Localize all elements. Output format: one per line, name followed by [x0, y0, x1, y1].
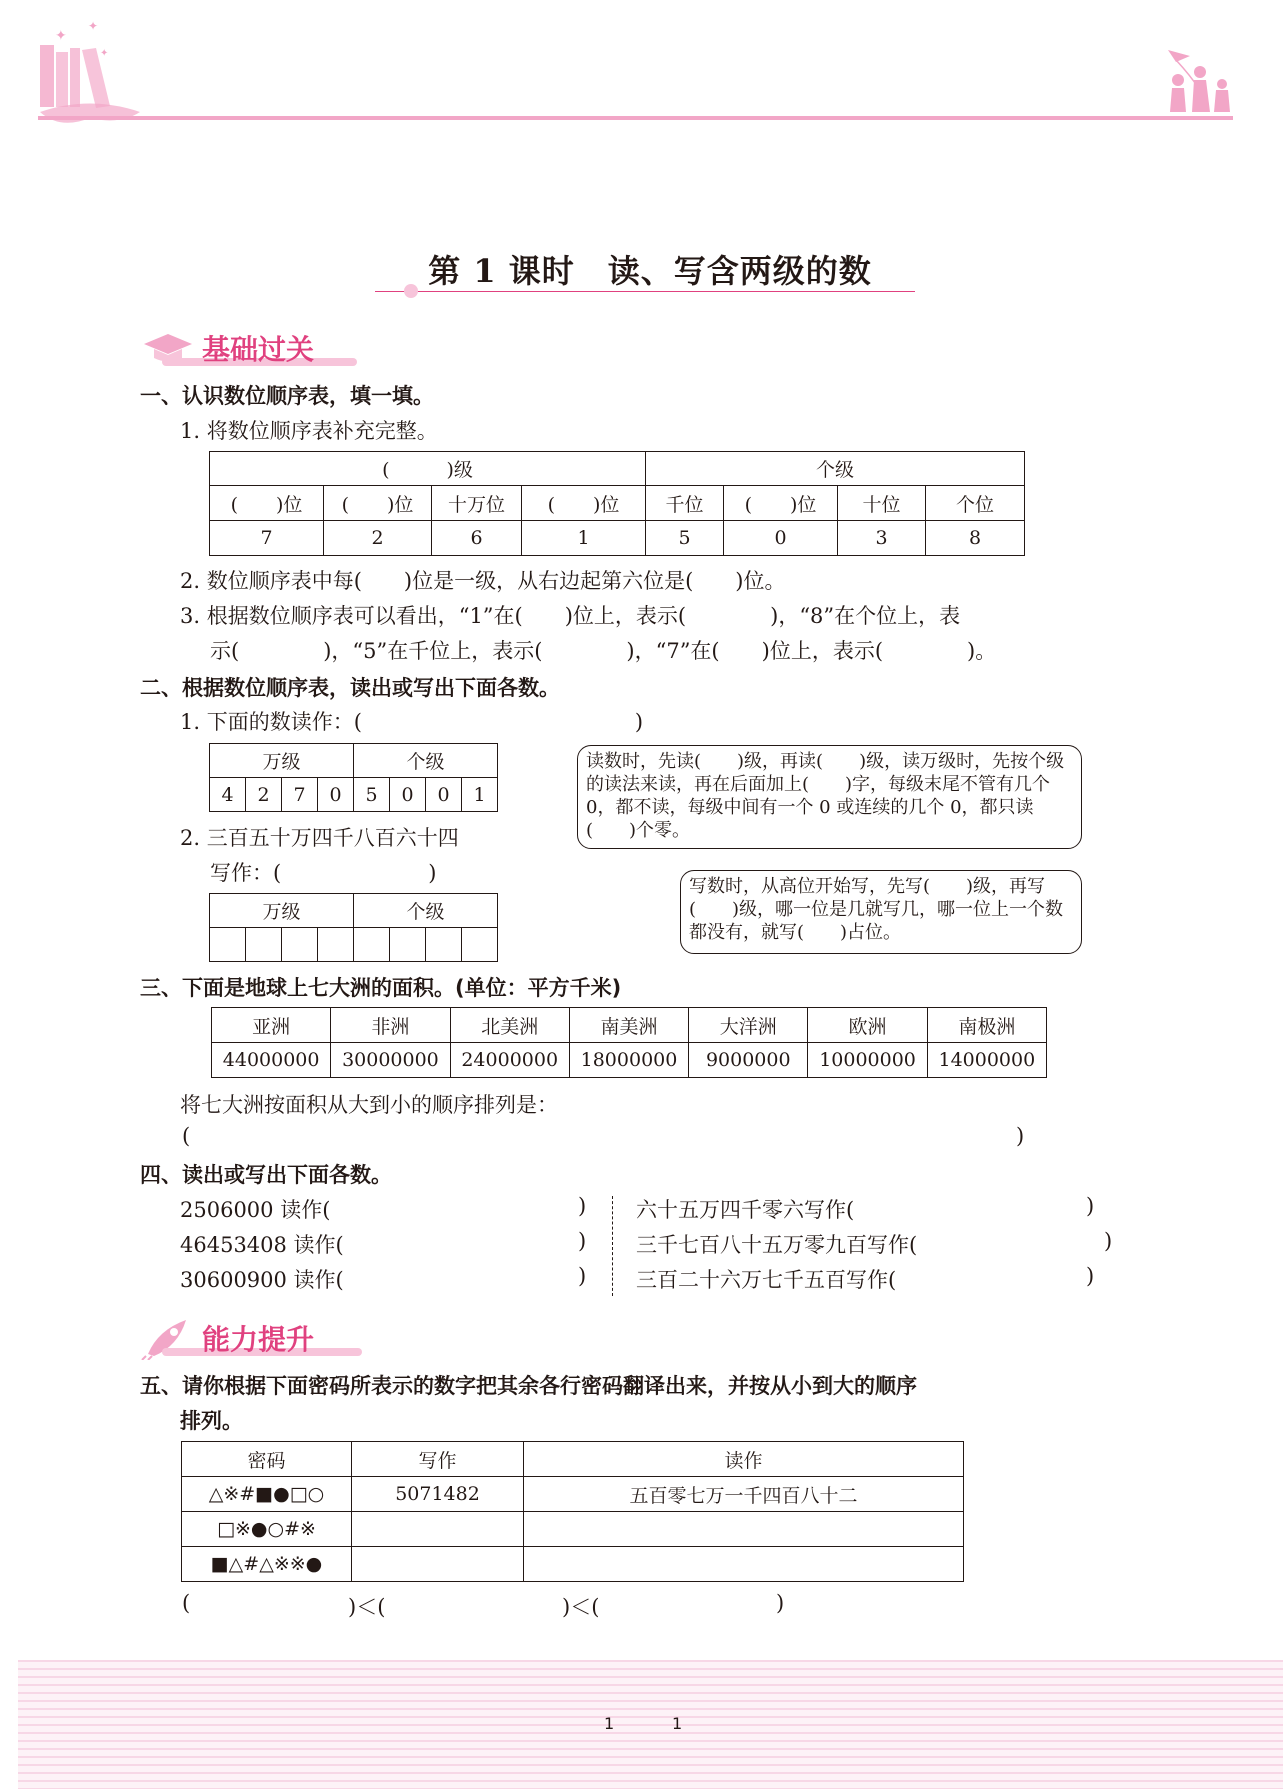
svg-text:✦: ✦ [88, 19, 99, 33]
continent-cell: 南极洲 [927, 1008, 1046, 1043]
blank-digit-cell[interactable] [462, 928, 498, 962]
q4-left-close: ) [578, 1194, 587, 1218]
lesson-title: 第 1 课时 读、写含两级的数 [428, 252, 872, 290]
place-value-table [209, 451, 1025, 556]
header-cell: 写作 [352, 1442, 524, 1477]
wan-header: 万级 [210, 894, 354, 928]
digit-cell: 0 [426, 778, 462, 812]
q4-right-close: ) [1104, 1229, 1113, 1253]
digit-cell: 6 [432, 521, 522, 556]
write-cell[interactable] [352, 1547, 524, 1582]
digit-cell: 0 [390, 778, 426, 812]
digit-cell: 8 [926, 521, 1025, 556]
page-number-left: 1 [604, 1714, 615, 1733]
q4-right-close: ) [1086, 1194, 1095, 1218]
q1-title: 一、认识数位顺序表，填一填。 [140, 384, 434, 408]
area-cell: 9000000 [689, 1043, 808, 1078]
digit-cell: 7 [210, 521, 324, 556]
q4-divider [612, 1196, 613, 1296]
digit-cell: 0 [318, 778, 354, 812]
place-cell: ( )位 [324, 486, 432, 521]
reading-table [209, 743, 498, 812]
q4-title: 四、读出或写出下面各数。 [140, 1163, 392, 1187]
order-paren: )＜( [562, 1595, 600, 1619]
q4-left-item: 30600900 读作( [180, 1268, 344, 1292]
continent-cell: 非洲 [331, 1008, 450, 1043]
q4-left-close: ) [578, 1229, 587, 1253]
title-bullet [404, 284, 418, 298]
area-cell: 44000000 [212, 1043, 331, 1078]
q4-right-item: 三百二十六万七千五百写作( [636, 1268, 897, 1292]
section-ability-banner [140, 1316, 370, 1360]
ge-header: 个级 [354, 744, 498, 778]
digit-cell: 5 [646, 521, 724, 556]
continent-area-table [211, 1007, 1047, 1078]
read-cell[interactable] [524, 1547, 964, 1582]
digit-cell: 4 [210, 778, 246, 812]
group-ge-header: 个级 [646, 452, 1025, 486]
q5-title-line1: 五、请你根据下面密码所表示的数字把其余各行密码翻译出来，并按从小到大的顺序 [140, 1374, 917, 1398]
q1-sub3-line2: 示( )，“5”在千位上，表示( )，“7”在( )位上，表示( )。 [210, 639, 997, 663]
place-cell: ( )位 [210, 486, 324, 521]
writing-rule-note: 写数时，从高位开始写，先写( )级，再写( )级，哪一位是几就写几，哪一位上一个数都没有，就写( )占位。 [680, 870, 1082, 954]
read-cell[interactable] [524, 1512, 964, 1547]
wan-header: 万级 [210, 744, 354, 778]
continent-cell: 大洋洲 [689, 1008, 808, 1043]
digit-cell: 1 [522, 521, 646, 556]
place-cell: 十位 [838, 486, 926, 521]
area-cell: 10000000 [808, 1043, 927, 1078]
q3-title: 三、下面是地球上七大洲的面积。(单位：平方千米) [140, 976, 622, 1000]
q2-sub2-line1: 2. 三百五十万四千八百六十四 [180, 826, 459, 850]
title-underline [375, 291, 915, 292]
blank-digit-cell[interactable] [390, 928, 426, 962]
area-cell: 18000000 [569, 1043, 688, 1078]
blank-digit-cell[interactable] [318, 928, 354, 962]
place-cell: 个位 [926, 486, 1025, 521]
q4-right-item: 三千七百八十五万零九百写作( [636, 1233, 918, 1257]
area-cell: 14000000 [927, 1043, 1046, 1078]
header-decoration [0, 0, 1287, 140]
place-cell: ( )位 [522, 486, 646, 521]
section-basic-title: 基础过关 [202, 333, 315, 366]
digit-cell: 2 [324, 521, 432, 556]
digit-cell: 7 [282, 778, 318, 812]
digit-cell: 0 [724, 521, 838, 556]
order-paren: ) [776, 1591, 785, 1615]
q3-answer-open: ( [182, 1124, 191, 1148]
blank-digit-cell[interactable] [282, 928, 318, 962]
write-cell: 5071482 [352, 1477, 524, 1512]
q2-sub2-line2: 写作：( ) [210, 861, 437, 885]
section-basic-banner [140, 328, 365, 368]
area-cell: 30000000 [331, 1043, 450, 1078]
password-table [181, 1441, 964, 1582]
q4-left-item: 46453408 读作( [180, 1233, 344, 1257]
blank-digit-cell[interactable] [354, 928, 390, 962]
q2-title: 二、根据数位顺序表，读出或写出下面各数。 [140, 676, 560, 700]
continent-cell: 南美洲 [569, 1008, 688, 1043]
q3-answer-close: ) [1016, 1124, 1025, 1148]
continent-cell: 亚洲 [212, 1008, 331, 1043]
place-cell: ( )位 [724, 486, 838, 521]
children-kite-icon [1168, 50, 1230, 112]
q4-left-close: ) [578, 1264, 587, 1288]
digit-cell: 1 [462, 778, 498, 812]
svg-text:✦: ✦ [100, 48, 109, 59]
footer-band [18, 1660, 1283, 1789]
header-line [38, 116, 1233, 120]
page-number-right: 1 [672, 1714, 683, 1733]
section-ability-title: 能力提升 [202, 1323, 315, 1356]
code-cell: △※#■●□○ [182, 1477, 352, 1512]
q1-sub1: 1. 将数位顺序表补充完整。 [180, 419, 438, 443]
continent-cell: 欧洲 [808, 1008, 927, 1043]
code-cell: □※●○#※ [182, 1512, 352, 1547]
svg-text:✦: ✦ [55, 28, 67, 44]
writing-table [209, 893, 498, 962]
read-cell: 五百零七万一千四百八十二 [524, 1477, 964, 1512]
header-cell: 密码 [182, 1442, 352, 1477]
write-cell[interactable] [352, 1512, 524, 1547]
q3-prompt: 将七大洲按面积从大到小的顺序排列是： [180, 1093, 558, 1117]
order-paren: ( [182, 1591, 191, 1615]
q4-right-item: 六十五万四千零六写作( [636, 1198, 855, 1222]
digit-cell: 2 [246, 778, 282, 812]
group-wan-header: ( )级 [210, 452, 646, 486]
area-cell: 24000000 [450, 1043, 569, 1078]
code-cell: ■△#△※※● [182, 1547, 352, 1582]
books-ornament-icon [40, 19, 140, 123]
continent-cell: 北美洲 [450, 1008, 569, 1043]
q5-title-line2: 排列。 [180, 1409, 243, 1433]
q1-sub3-line1: 3. 根据数位顺序表可以看出，“1”在( )位上，表示( )，“8”在个位上，表 [180, 604, 961, 628]
order-paren: )＜( [348, 1595, 386, 1619]
digit-cell: 5 [354, 778, 390, 812]
place-cell: 千位 [646, 486, 724, 521]
blank-digit-cell[interactable] [426, 928, 462, 962]
q4-left-item: 2506000 读作( [180, 1198, 331, 1222]
header-cell: 读作 [524, 1442, 964, 1477]
place-cell: 十万位 [432, 486, 522, 521]
q1-sub2: 2. 数位顺序表中每( )位是一级，从右边起第六位是( )位。 [180, 569, 786, 593]
q2-sub1: 1. 下面的数读作：( ) [180, 710, 644, 734]
ge-header: 个级 [354, 894, 498, 928]
blank-digit-cell[interactable] [246, 928, 282, 962]
reading-rule-note: 读数时，先读( )级，再读( )级，读万级时，先按个级的读法来读，再在后面加上( )字，每级末尾不管有几个 0，都不读，每级中间有一个 0 或连续的几个 0，都只读( )个零。 [577, 745, 1082, 849]
digit-cell: 3 [838, 521, 926, 556]
blank-digit-cell[interactable] [210, 928, 246, 962]
q4-right-close: ) [1086, 1264, 1095, 1288]
